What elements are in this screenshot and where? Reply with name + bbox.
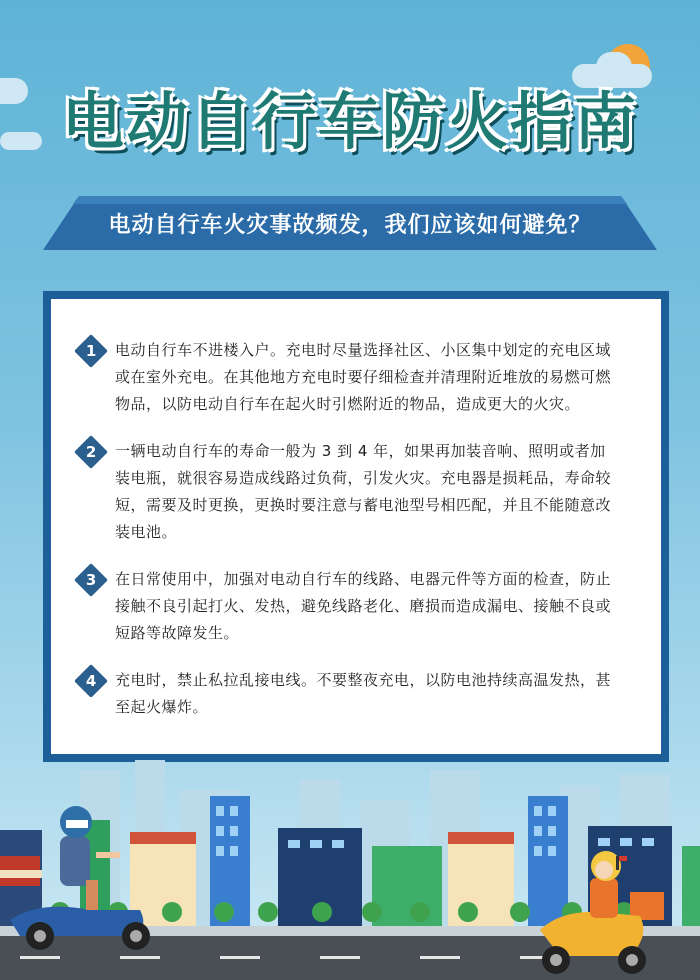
tips-card bbox=[43, 291, 669, 762]
subtitle: 电动自行车火灾事故频发，我们应该如何避免？ bbox=[108, 212, 592, 238]
number-badge-label: 1 bbox=[85, 342, 97, 360]
number-badge-icon bbox=[74, 563, 108, 597]
tip-text: 一辆电动自行车的寿命一般为 3 到 4 年，如果再加装音响、照明或者加装电瓶，就很容易造成线路过负荷，引发火灾。充电器是损耗品，寿命较短，需要及时更换，更换时要注意与蓄电池型号相匹配，并且不能随意改装电池。 bbox=[115, 442, 612, 541]
tips-list bbox=[51, 299, 661, 754]
list-item bbox=[79, 566, 621, 647]
tip-text: 电动自行车不进楼入户。充电时尽量选择社区、小区集中划定的充电区域或在室外充电。在其他地方充电时要仔细检查并清理附近堆放的易燃可燃物品，以防电动自行车在起火时引燃附近的物品，造成更大的火灾。 bbox=[115, 341, 612, 413]
blue-scooter-rider-icon bbox=[0, 806, 150, 950]
tip-text: 充电时，禁止私拉乱接电线。不要整夜充电，以防电池持续高温发热，甚至起火爆炸。 bbox=[115, 671, 612, 716]
tip-text: 在日常使用中，加强对电动自行车的线路、电器元件等方面的检查，防止接触不良引起打火、发热，避免线路老化、磨损而造成漏电、接触不良或短路等故障发生。 bbox=[115, 570, 612, 642]
city-skyline-icon bbox=[0, 760, 700, 980]
list-item bbox=[79, 337, 621, 418]
number-badge-icon bbox=[74, 664, 108, 698]
number-badge-icon bbox=[74, 334, 108, 368]
subtitle-banner bbox=[43, 196, 657, 250]
number-badge-label: 4 bbox=[85, 672, 97, 690]
number-badge-label: 2 bbox=[85, 443, 97, 461]
number-badge-label: 3 bbox=[85, 571, 97, 589]
list-item bbox=[79, 667, 621, 721]
page-title: 电动自行车防火指南 bbox=[61, 85, 638, 158]
list-item bbox=[79, 438, 621, 546]
number-badge-icon bbox=[74, 435, 108, 469]
